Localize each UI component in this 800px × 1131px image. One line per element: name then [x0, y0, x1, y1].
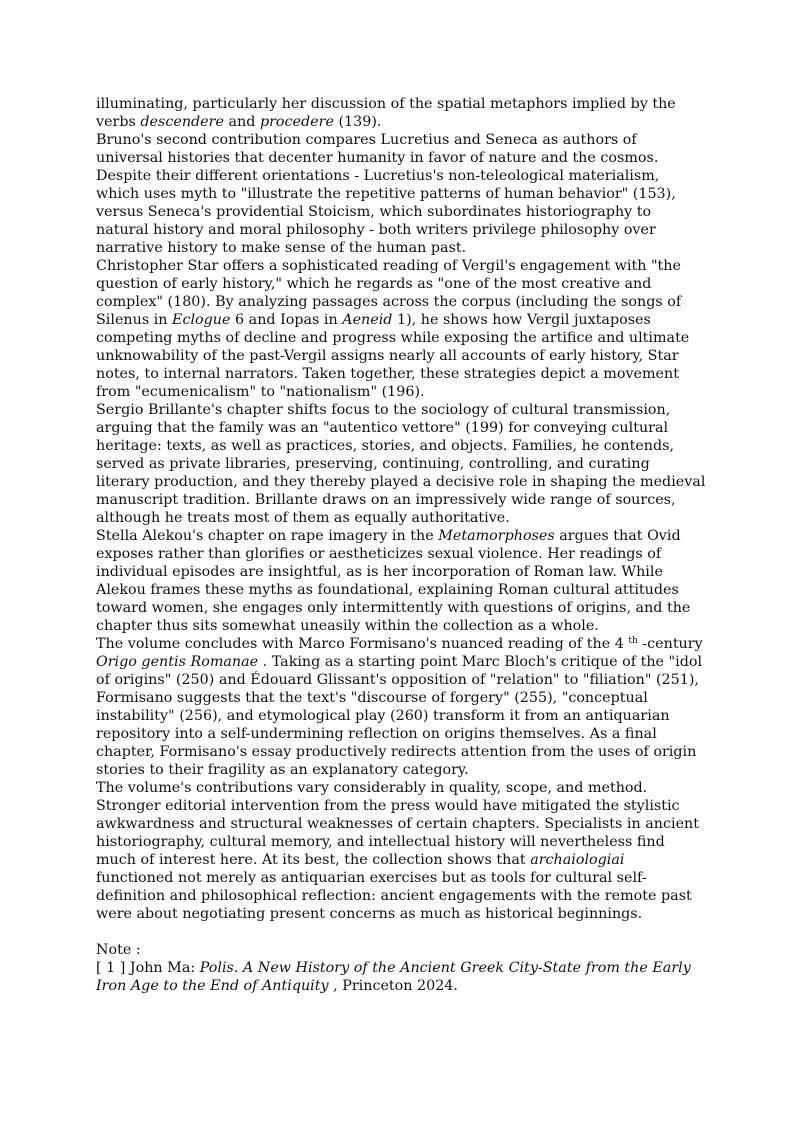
paragraph: [96, 401, 706, 527]
italic-text: Eclogue: [172, 312, 231, 328]
note-label: Note :: [96, 942, 141, 958]
italic-text: archaiologiai: [530, 852, 625, 868]
text-run: The volume's contributions vary considerably in quality, scope, and method. Stronger editorial intervention from the press would have mitigated the stylistic awkwardness and structural weaknesses of certain chapters. Specialists in ancient historiography, cultural memory, and intellectual history will nevertheless find much of interest here. At its best, the collection shows that: [96, 780, 699, 868]
paragraph: [96, 95, 706, 131]
italic-text: procedere: [259, 114, 334, 130]
text-run: illuminating, particularly her discussion of the spatial metaphors implied by the verbs: [96, 96, 676, 130]
text-run: 1), he shows how Vergil juxtaposes competing myths of decline and progress while exposing the artifice and ultimate unknowability of the past-Vergil assigns nearly all accounts of early history, Star notes, to internal narrators. Taken together, these strategies depict a movement from "ecumenicalism" to "nationalism" (196).: [96, 312, 690, 400]
paragraph: [96, 635, 706, 779]
italic-text: Aeneid: [342, 312, 393, 328]
paragraph: [96, 527, 706, 635]
text-run: (139).: [333, 114, 382, 130]
text-run: The volume concludes with Marco Formisano's nuanced reading of the 4: [96, 636, 629, 652]
text-run: argues that Ovid exposes rather than glorifies or aestheticizes sexual violence. Her readings of individual episodes are insightful, as is her incorporation of Roman law. While Alekou frames these myths as foundational, explaining Roman cultural attitudes toward women, she engages only intermittently with questions of origins, and the chapter thus sits somewhat uneasily within the collection as a whole.: [96, 528, 691, 634]
text-run: Christopher Star offers a sophisticated reading of Vergil's engagement with "the question of early history," which he regards as "one of the most creative and complex" (180). By analyzing passages across the corpus (including the songs of Silenus in: [96, 258, 682, 328]
paragraph: [96, 779, 706, 923]
spacer: [96, 923, 706, 941]
italic-text: descendere: [140, 114, 224, 130]
text-run: . Taking as a starting point Marc Bloch's critique of the "idol of origins" (250) and Édouard Glissant's opposition of "relation" to "filiation" (251), Formisano suggests that the text's "discourse of forgery" (255), "conceptual instability" (256), and etymological play (260) transform it from an antiquarian repository into a self-undermining reflection on origins themselves. As a final chapter, Formisano's essay productively redirects attention from the uses of origin stories to their fragility as an explanatory category.: [96, 654, 703, 778]
paragraph: [96, 131, 706, 257]
italic-text: Polis. A New History of the Ancient Greek City-State from the Early Iron Age to the End of Antiquity: [96, 960, 691, 994]
italic-text: Origo gentis Romanae: [96, 654, 259, 670]
text-run: Sergio Brillante's chapter shifts focus to the sociology of cultural transmission, arguing that the family was an "autentico vettore" (199) for conveying cultural heritage: texts, as well as practices, stories, and objects. Families, he contends, served as private libraries, preserving, continuing, controlling, and curating literary production, and they thereby played a decisive role in shaping the medieval manuscript tradition. Brillante draws on an impressively wide range of sources, although he treats most of them as equally authoritative.: [96, 402, 706, 526]
review-text: [96, 95, 706, 995]
paragraph: [96, 257, 706, 401]
text-run: and: [223, 114, 260, 130]
text-run: [ 1 ] John Ma:: [96, 960, 200, 976]
footnote-entry: [96, 959, 706, 995]
text-run: functioned not merely as antiquarian exercises but as tools for cultural self-definition and philosophical reflection: ancient engagements with the remote past were about negotiating present concerns as much as historical beginnings.: [96, 870, 692, 922]
body-paragraphs: [96, 95, 706, 923]
text-run: -century: [637, 636, 703, 652]
text-run: Stella Alekou's chapter on rape imagery in the: [96, 528, 439, 544]
superscript: th: [628, 636, 638, 646]
italic-text: Metamorphoses: [438, 528, 555, 544]
text-run: , Princeton 2024.: [328, 978, 458, 994]
text-run: 6 and Iopas in: [230, 312, 343, 328]
text-run: Bruno's second contribution compares Lucretius and Seneca as authors of universal histories that decenter humanity in favor of nature and the cosmos. Despite their different orientations - Lucretius's non-teleological materialism, which uses myth to "illustrate the repetitive patterns of human behavior" (153), versus Seneca's providential Stoicism, which subordinates historiography to natural history and moral philosophy - both writers privilege philosophy over narrative history to make sense of the human past.: [96, 132, 676, 256]
